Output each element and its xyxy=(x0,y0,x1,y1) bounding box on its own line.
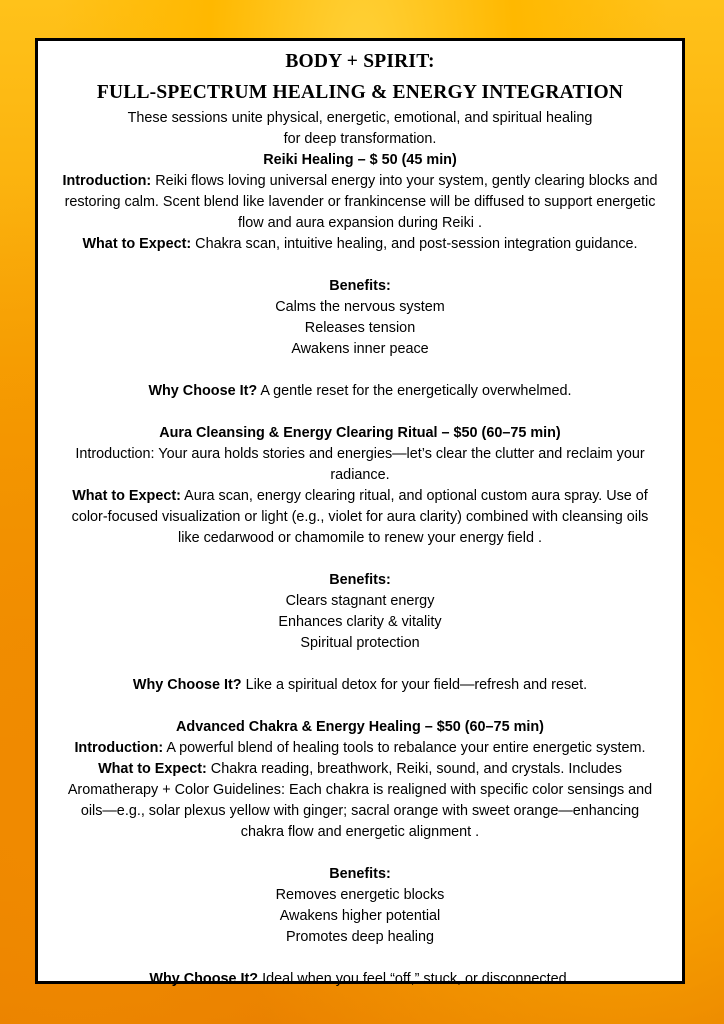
reiki-heading: Reiki Healing – $ 50 (45 min) xyxy=(263,152,457,168)
reiki-intro: restoring calm. Scent blend like lavender or frankincense will be diffused to support energetic xyxy=(64,194,656,210)
chakra-why: Why Choose It? Ideal when you feel “off,” stuck, or disconnected. xyxy=(149,971,571,987)
aura-expect: What to Expect: Aura scan, energy clearing ritual, and optional custom aura spray. Use of xyxy=(72,488,648,504)
chakra-expect: chakra flow and energetic alignment . xyxy=(240,824,480,840)
benefit-item: Awakens inner peace xyxy=(291,341,429,357)
aura-benefits-label: Benefits: xyxy=(329,572,391,588)
benefit-item: Clears stagnant energy xyxy=(285,593,435,609)
chakra-expect: What to Expect: Chakra reading, breathwork, Reiki, sound, and crystals. Includes xyxy=(98,761,622,777)
intro-line: for deep transformation. xyxy=(283,131,437,147)
aura-why: Why Choose It? Like a spiritual detox for your field—refresh and reset. xyxy=(132,677,588,693)
benefit-item: Promotes deep healing xyxy=(285,929,434,945)
chakra-intro: Introduction: A powerful blend of healing tools to rebalance your entire energetic system. xyxy=(74,740,646,756)
reiki-intro: flow and aura expansion during Reiki . xyxy=(238,215,482,231)
aura-expect: like cedarwood or chamomile to renew your energy field . xyxy=(178,530,542,546)
chakra-expect: Aromatherapy + Color Guidelines: Each chakra is realigned with specific color sensings and xyxy=(67,782,653,798)
aura-intro: radiance. xyxy=(330,467,390,483)
intro-line: These sessions unite physical, energetic, emotional, and spiritual healing xyxy=(127,110,593,126)
benefit-item: Enhances clarity & vitality xyxy=(278,614,442,630)
benefit-item: Releases tension xyxy=(304,320,416,336)
reiki-intro: Introduction: Reiki flows loving universal energy into your system, gently clearing blocks and xyxy=(62,173,658,189)
chakra-benefits-label: Benefits: xyxy=(329,866,391,882)
reiki-benefits-label: Benefits: xyxy=(329,278,391,294)
chakra-expect: oils—e.g., solar plexus yellow with ginger; sacral orange with sweet orange—enhancing xyxy=(80,803,640,819)
aura-heading: Aura Cleansing & Energy Clearing Ritual – $50 (60–75 min) xyxy=(159,425,561,441)
benefit-item: Spiritual protection xyxy=(300,635,420,651)
benefit-item: Awakens higher potential xyxy=(279,908,441,924)
reiki-why: Why Choose It? A gentle reset for the energetically overwhelmed. xyxy=(148,383,572,399)
page-title-line1: BODY + SPIRIT: xyxy=(285,51,435,72)
aura-intro: Introduction: Your aura holds stories and energies—let’s clear the clutter and reclaim your xyxy=(75,446,645,462)
benefit-item: Removes energetic blocks xyxy=(275,887,445,903)
chakra-heading: Advanced Chakra & Energy Healing – $50 (60–75 min) xyxy=(176,719,544,735)
page-title-line2: FULL-SPECTRUM HEALING & ENERGY INTEGRATION xyxy=(96,82,624,103)
reiki-expect: What to Expect: Chakra scan, intuitive healing, and post-session integration guidance. xyxy=(82,236,638,252)
content-card xyxy=(35,38,685,987)
aura-expect: color-focused visualization or light (e.g., violet for aura clarity) combined with cleansing oils xyxy=(71,509,649,525)
benefit-item: Calms the nervous system xyxy=(275,299,445,315)
